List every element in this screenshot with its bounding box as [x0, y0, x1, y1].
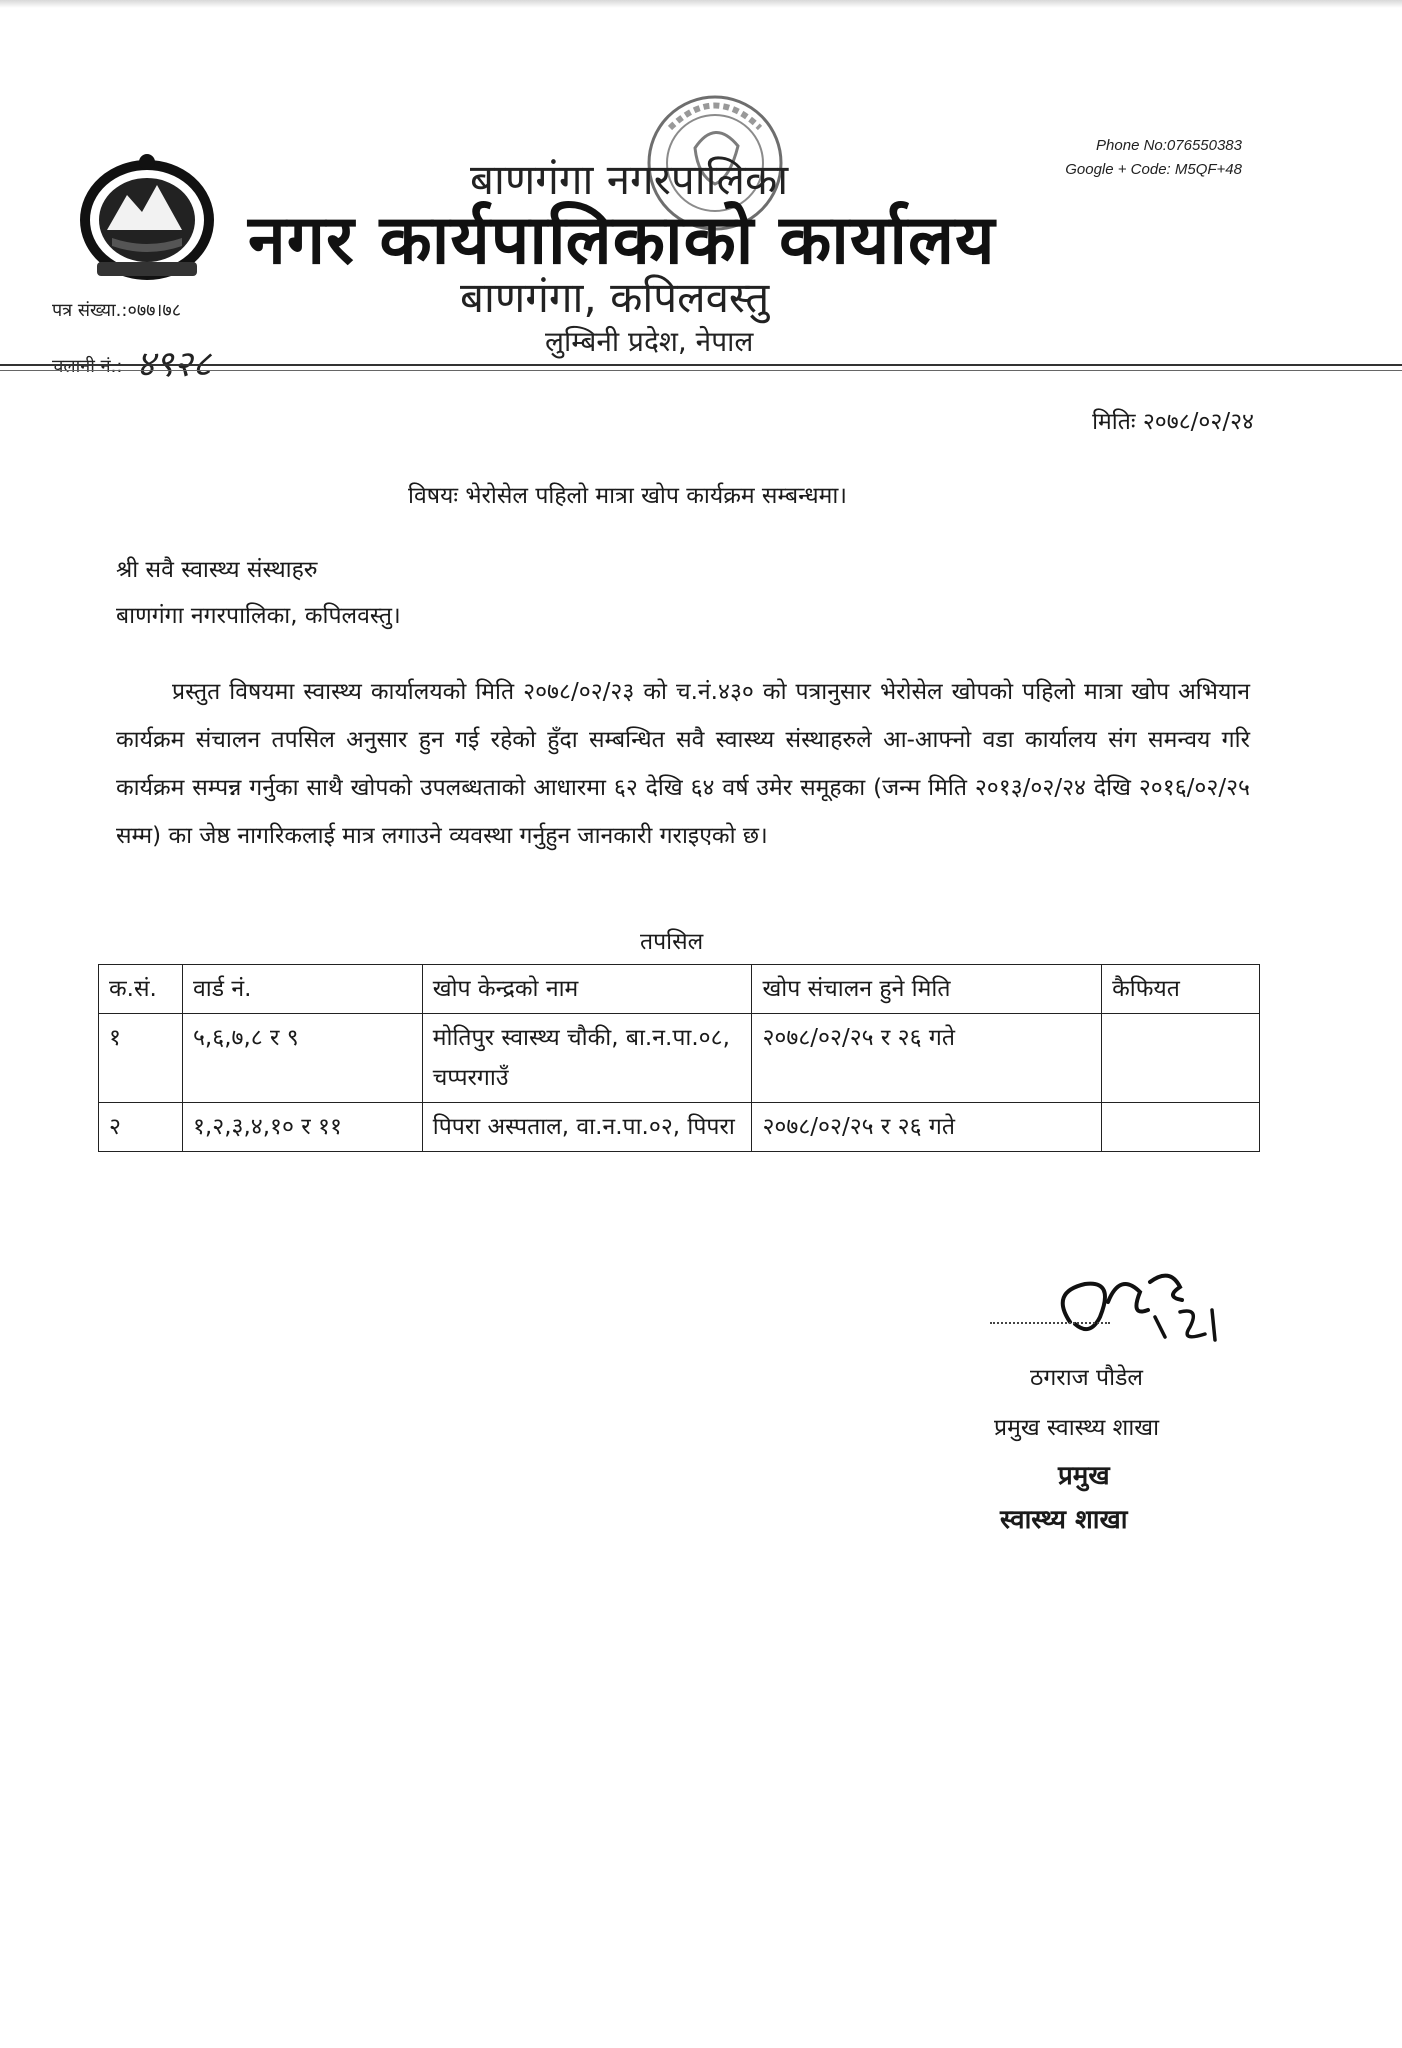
cell-serial: २ — [99, 1103, 183, 1152]
addressee-line-2: बाणगंगा नगरपालिका, कपिलवस्तु। — [116, 603, 401, 629]
letter-subject: विषयः भेरोसेल पहिलो मात्रा खोप कार्यक्रम सम्बन्धमा। — [408, 483, 848, 509]
col-header-center: खोप केन्द्रको नाम — [422, 965, 752, 1014]
signatory-name: ठगराज पौडेल — [1030, 1365, 1143, 1391]
office-location: बाणगंगा, कपिलवस्तु — [460, 273, 770, 322]
col-header-remarks: कैफियत — [1102, 965, 1260, 1014]
province-line: लुम्बिनी प्रदेश, नेपाल — [545, 325, 754, 358]
signature-line — [990, 1322, 1110, 1324]
stamp-line-2: स्वास्थ्य शाखा — [1000, 1505, 1128, 1535]
phone-number: Phone No:076550383 — [1096, 137, 1242, 154]
cell-center: पिपरा अस्पताल, वा.न.पा.०२, पिपरा — [422, 1103, 752, 1152]
header-divider-thin — [0, 370, 1402, 371]
header-divider — [0, 364, 1402, 366]
dispatch-value: ४९२८ — [136, 344, 212, 385]
cell-date: २०७८/०२/२५ र २६ गते — [752, 1014, 1102, 1103]
signature-icon — [1030, 1262, 1240, 1352]
table-header-row — [99, 965, 1260, 1014]
col-header-ward: वार्ड नं. — [182, 965, 422, 1014]
google-code: Google + Code: M5QF+48 — [1065, 161, 1242, 178]
scan-edge — [0, 0, 1402, 8]
letter-date: मितिः २०७८/०२/२४ — [1092, 409, 1254, 435]
col-header-serial: क.सं. — [99, 965, 183, 1014]
letter-number: पत्र संख्या.:०७७।७८ — [52, 300, 182, 321]
letter-body: प्रस्तुत विषयमा स्वास्थ्य कार्यालयको मिति २०७८/०२/२३ को च.नं.४३० को पत्रानुसार भेरोसेल खोपको पहिलो मात्रा खोप अभियान कार्यक्रम संचालन तपसिल अनुसार हुन गई रहेको हुँदा सम्बन्धित सवै स्वास्थ्य संस्थाहरुले आ-आफ्नो वडा कार्यालय संग समन्वय गरि कार्यक्रम सम्पन्न गर्नुका साथै खोपको उपलब्धताको आधारमा ६२ देखि ६४ वर्ष उमेर समूहका (जन्म मिति २०१३/०२/२४ देखि २०१६/०२/२५ सम्म) का जेष्ठ नागरिकलाई मात्र लगाउने व्यवस्था गर्नुहुन जानकारी गराइएको छ। — [116, 679, 1250, 849]
col-header-date: खोप संचालन हुने मिति — [752, 965, 1102, 1014]
dispatch-number — [52, 334, 211, 383]
signatory-title: प्रमुख स्वास्थ्य शाखा — [994, 1415, 1160, 1441]
cell-remarks — [1102, 1103, 1260, 1152]
office-title: नगर कार्यपालिकाको कार्यालय — [248, 201, 996, 280]
addressee-line-1: श्री सवै स्वास्थ्य संस्थाहरु — [116, 557, 318, 583]
municipality-name: बाणगंगा नगरपालिका — [470, 155, 789, 204]
cell-serial: १ — [99, 1014, 183, 1103]
cell-date: २०७८/०२/२५ र २६ गते — [752, 1103, 1102, 1152]
table-title: तपसिल — [640, 929, 704, 955]
contact-block — [1065, 134, 1242, 182]
cell-remarks — [1102, 1014, 1260, 1103]
nepal-emblem-icon — [72, 150, 222, 285]
table-row — [99, 1103, 1260, 1152]
dispatch-label: चलानी नं.: — [52, 356, 123, 377]
cell-ward: १,२,३,४,१० र ११ — [182, 1103, 422, 1152]
table-row — [99, 1014, 1260, 1103]
cell-center: मोतिपुर स्वास्थ्य चौकी, बा.न.पा.०८, चप्परगाउँ — [422, 1014, 752, 1103]
cell-ward: ५,६,७,८ र ९ — [182, 1014, 422, 1103]
vaccination-schedule-table — [98, 964, 1260, 1152]
stamp-line-1: प्रमुख — [1058, 1461, 1110, 1491]
